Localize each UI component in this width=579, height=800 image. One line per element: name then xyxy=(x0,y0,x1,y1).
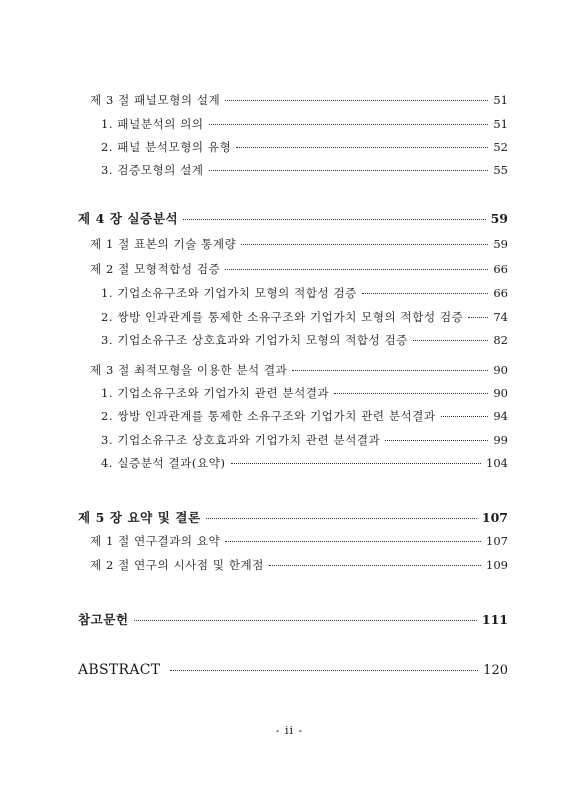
toc-entry-label: 제 2 절 연구의 시사점 및 한계점 xyxy=(90,558,264,572)
toc-entry-page: 109 xyxy=(486,558,508,572)
dot-leader xyxy=(334,393,488,394)
toc-entry-page: 82 xyxy=(493,333,508,347)
toc-entry-page: 107 xyxy=(486,534,508,548)
toc-entry-page: 99 xyxy=(493,433,508,447)
dot-leader xyxy=(209,124,489,125)
toc-entry-label: 제 4 장 실증분석 xyxy=(78,211,179,226)
page-number: - ii - xyxy=(275,724,304,737)
dot-leader xyxy=(362,293,488,294)
toc-entry-label: 제 2 절 모형적합성 검증 xyxy=(90,262,221,276)
toc-entry-page: 66 xyxy=(493,262,508,276)
toc-entry-page: 74 xyxy=(493,310,508,324)
dot-leader xyxy=(183,219,485,220)
dot-leader xyxy=(206,518,477,519)
toc-entry-label: ABSTRACT xyxy=(78,662,161,678)
toc-entry-item[interactable] xyxy=(101,162,508,178)
dot-leader xyxy=(170,670,478,671)
toc-entry-chapter[interactable] xyxy=(78,508,508,526)
dot-leader xyxy=(441,416,489,417)
toc-entry-item[interactable] xyxy=(101,139,508,155)
toc-entry-item[interactable] xyxy=(101,332,508,348)
dot-leader xyxy=(269,565,481,566)
toc-entry-references[interactable] xyxy=(78,610,508,628)
toc-entry-page: 107 xyxy=(481,510,508,525)
toc-entry-section[interactable] xyxy=(90,92,508,108)
toc-entry-label: 3. 기업소유구조 상호효과와 기업가치 모형의 적합성 검증 xyxy=(101,333,409,347)
toc-entry-label: 1. 기업소유구조와 기업가치 관련 분석결과 xyxy=(101,386,330,400)
toc-entry-label: 3. 검증모형의 설계 xyxy=(101,163,204,177)
toc-entry-label: 제 1 절 표본의 기술 통계량 xyxy=(90,237,237,251)
toc-entry-page: 104 xyxy=(486,456,508,470)
dot-leader xyxy=(468,317,488,318)
toc-entry-label: 제 5 장 요약 및 결론 xyxy=(78,510,201,525)
toc-entry-page: 51 xyxy=(493,117,508,131)
toc-entry-section[interactable] xyxy=(90,236,508,252)
toc-entry-item[interactable] xyxy=(101,408,508,424)
dot-leader xyxy=(225,269,488,270)
toc-entry-page: 90 xyxy=(493,363,508,377)
toc-entry-label: 2. 쌍방 인과관계를 통제한 소유구조와 기업가치 관련 분석결과 xyxy=(101,409,436,423)
dot-leader xyxy=(241,244,488,245)
toc-entry-section[interactable] xyxy=(90,557,508,573)
toc-entry-page: 55 xyxy=(493,163,508,177)
toc-entry-abstract[interactable] xyxy=(78,662,508,678)
dot-leader xyxy=(413,340,488,341)
toc-entry-section[interactable] xyxy=(90,533,508,549)
toc-entry-label: 1. 패널분석의 의의 xyxy=(101,117,204,131)
toc-entry-item[interactable] xyxy=(101,385,508,401)
toc-entry-label: 4. 실증분석 결과(요약) xyxy=(101,456,226,470)
toc-entry-label: 제 1 절 연구결과의 요약 xyxy=(90,534,221,548)
toc-entry-label: 3. 기업소유구조 상호효과와 기업가치 관련 분석결과 xyxy=(101,433,381,447)
toc-entry-item[interactable] xyxy=(101,285,508,301)
dot-leader xyxy=(292,370,488,371)
toc-entry-item[interactable] xyxy=(101,309,508,325)
toc-entry-page: 51 xyxy=(493,93,508,107)
toc-entry-section[interactable] xyxy=(90,261,508,277)
toc-entry-label: 2. 패널 분석모형의 유형 xyxy=(101,140,232,154)
toc-entry-label: 1. 기업소유구조와 기업가치 모형의 적합성 검증 xyxy=(101,286,357,300)
toc-entry-page: 120 xyxy=(483,663,508,678)
dot-leader xyxy=(209,170,489,171)
dot-leader xyxy=(134,620,477,621)
toc-entry-page: 66 xyxy=(493,286,508,300)
toc-entry-label: 2. 쌍방 인과관계를 통제한 소유구조와 기업가치 모형의 적합성 검증 xyxy=(101,310,464,324)
toc-entry-page: 52 xyxy=(493,140,508,154)
toc-entry-page: 90 xyxy=(493,386,508,400)
toc-entry-item[interactable] xyxy=(101,432,508,448)
toc-entry-page: 111 xyxy=(481,612,508,627)
toc-entry-label: 제 3 절 패널모형의 설계 xyxy=(90,93,221,107)
toc-entry-page: 94 xyxy=(493,409,508,423)
toc-entry-label: 참고문헌 xyxy=(78,612,129,627)
dot-leader xyxy=(236,147,488,148)
dot-leader xyxy=(231,463,482,464)
toc-entry-page: 59 xyxy=(490,211,508,226)
toc-entry-label: 제 3 절 최적모형을 이용한 분석 결과 xyxy=(90,363,288,377)
dot-leader xyxy=(385,440,488,441)
dot-leader xyxy=(225,541,481,542)
toc-entry-page: 59 xyxy=(493,237,508,251)
toc-entry-chapter[interactable] xyxy=(78,209,508,227)
toc-entry-section[interactable] xyxy=(90,362,508,378)
toc-entry-item[interactable] xyxy=(101,455,508,471)
toc-entry-item[interactable] xyxy=(101,116,508,132)
dot-leader xyxy=(225,100,488,101)
